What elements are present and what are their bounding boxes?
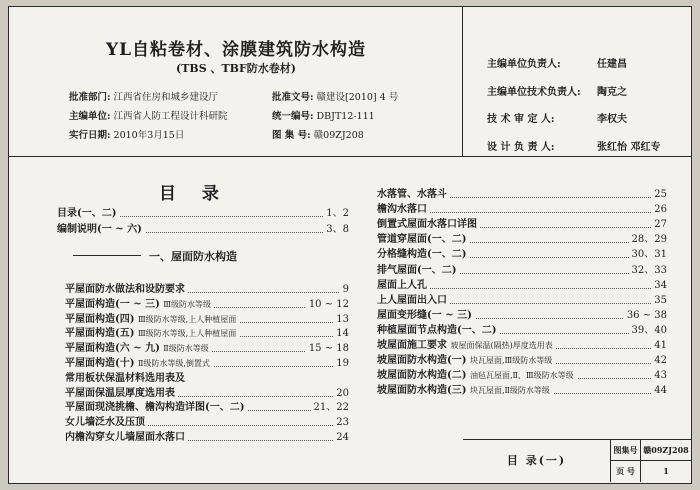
title-block xyxy=(463,439,691,483)
toc-entry[interactable] xyxy=(65,298,349,312)
toc-entry-page: 26 xyxy=(651,203,667,217)
toc-entry-title: 屋面变形缝(一 ~ 三) xyxy=(377,309,475,323)
toc-entry-note: 坡屋面保温(隔热)厚度选用表 xyxy=(450,341,553,350)
toc-entry-title: 管道穿屋面(一、二) xyxy=(377,233,469,247)
toc-entry-note: Ⅲ级防水等级,上人种植屋面 xyxy=(137,314,237,324)
toc-entry-page: 42 xyxy=(651,354,667,368)
atlas-label: 图集号 xyxy=(611,440,641,461)
toc-entry-title: 坡屋面防水构造(三) xyxy=(377,385,467,397)
toc-entry-title: 坡屋面防水构造(二) xyxy=(377,370,467,382)
toc-entry-note: 块瓦屋面,Ⅲ级防水等级 xyxy=(469,356,553,366)
atlas-value: 赣09ZJ208 xyxy=(641,440,691,461)
toc-entry-title: 平屋面构造(五) xyxy=(65,328,135,340)
toc-entry[interactable] xyxy=(65,283,349,297)
unified-number: 统一编号: DBJT12-111 xyxy=(272,111,375,122)
toc-entry[interactable] xyxy=(65,327,349,341)
toc-title: 目 录 xyxy=(159,184,229,204)
header-left xyxy=(9,7,463,157)
toc-entry-title: 平屋面构造(四) xyxy=(65,313,135,325)
atlas-subtitle: (TBS 、TBF防水卷材) xyxy=(176,62,296,75)
approval-org: 批准部门: 江西省住房和城乡建设厅 xyxy=(69,92,219,103)
toc-entry-title: 平屋面防水做法和设防要求 xyxy=(65,283,188,297)
toc-entry-page: 20 xyxy=(333,387,349,401)
toc-entry[interactable] xyxy=(377,294,667,308)
toc-entry-title: 平屋面构造(十) xyxy=(65,358,135,369)
page-value: 1 xyxy=(663,466,669,476)
toc-entry-note: Ⅲ级防水等级 xyxy=(163,299,212,309)
toc-entry-page: 14 xyxy=(333,327,349,341)
toc-entry-title: 水落管、水落斗 xyxy=(377,188,450,202)
atlas-number: 图 集 号: 赣09ZJ208 xyxy=(272,130,364,141)
toc-entry[interactable]: 编制说明(一 ~ 六) 3、8 xyxy=(57,224,349,235)
toc-entry[interactable] xyxy=(377,324,667,338)
toc-entry-page: 32、33 xyxy=(629,264,667,278)
toc-entry-note: Ⅱ级防水等级 xyxy=(163,344,209,354)
toc-entry[interactable]: 目录(一、二) 1、2 xyxy=(57,208,349,219)
toc-entry-title: 女儿墙泛水及压顶 xyxy=(65,416,148,430)
toc-entry-page: 36 ~ 38 xyxy=(624,309,667,323)
toc-entry[interactable] xyxy=(65,401,349,415)
toc-entry-page: 27 xyxy=(651,218,667,232)
effective-date: 实行日期: 2010年3月15日 xyxy=(69,130,185,141)
header-right xyxy=(463,7,691,157)
toc-entry-note: Ⅲ级防水等级,上人种植屋面 xyxy=(137,329,237,339)
toc-entry-page: 23 xyxy=(333,416,349,430)
toc-entry-title: 坡屋面防水构造(一) xyxy=(377,355,467,367)
toc-entry-page: 24 xyxy=(333,431,349,445)
toc-entry[interactable] xyxy=(65,372,349,386)
toc-entry-note: 块瓦屋面,Ⅱ级防水等级 xyxy=(469,386,550,396)
toc-entry-page: 35 xyxy=(651,294,667,308)
toc-entry-title: 内檐沟穿女儿墙屋面水落口 xyxy=(65,431,188,445)
page-label: 页 号 xyxy=(611,461,641,482)
chief-org-tech-head: 主编单位技术负责人: 陶克之 xyxy=(487,87,627,98)
toc-entry-page: 28、29 xyxy=(629,233,667,247)
toc-entry[interactable] xyxy=(377,188,667,202)
toc-entry-title: 平屋面构造(一 ~ 三) xyxy=(65,298,160,310)
toc-entry-title: 檐沟水落口 xyxy=(377,203,430,217)
toc-entry[interactable] xyxy=(65,431,349,445)
toc-entry-title: 分格缝构造(一、二) xyxy=(377,248,469,262)
toc-entry-page: 43 xyxy=(651,369,667,383)
toc-entry-page: 44 xyxy=(651,384,667,398)
tech-reviewer: 技 术 审 定 人: 李权夫 xyxy=(487,114,627,125)
chief-org-head: 主编单位负责人: 任建昌 xyxy=(487,59,627,70)
toc-entry[interactable] xyxy=(377,264,667,278)
toc-entry-page: 9 xyxy=(340,283,349,297)
toc-entry-page: 34 xyxy=(651,279,667,293)
toc-entry-page: 25 xyxy=(651,188,667,202)
chief-org: 主编单位: 江西省人防工程设计科研院 xyxy=(69,111,228,122)
toc-entry-page: 21、22 xyxy=(311,401,349,415)
toc-entry-page: 39、40 xyxy=(629,324,667,338)
section-heading: 一、屋面防水构造 xyxy=(73,248,348,262)
toc-entry[interactable] xyxy=(377,309,667,323)
toc-entry-title: 种植屋面节点构造(一、二) xyxy=(377,324,499,338)
toc-entry[interactable] xyxy=(377,218,667,232)
toc-entry[interactable] xyxy=(377,203,667,217)
toc-entry[interactable] xyxy=(65,357,349,371)
design-head: 设 计 负 责 人: 张红怡 邓红专 xyxy=(487,142,661,153)
sheet-name: 目 录(一) xyxy=(463,440,611,482)
drawing-sheet xyxy=(8,6,692,484)
toc-entry-title: 排气屋面(一、二) xyxy=(377,264,459,278)
toc-entry[interactable] xyxy=(377,339,667,353)
toc-entry-page: 19 xyxy=(333,357,349,371)
toc-entry-title: 屋面上人孔 xyxy=(377,279,430,293)
approval-doc: 批准文号: 赣建设[2010] 4 号 xyxy=(272,92,399,103)
toc-entry-page: 41 xyxy=(651,339,667,353)
toc-entry-title: 平屋面保温层厚度选用表 xyxy=(65,387,178,401)
toc-entry-page: 30、31 xyxy=(629,248,667,262)
toc-entry-page: 15 ~ 18 xyxy=(306,342,349,356)
toc-entry[interactable] xyxy=(377,279,667,293)
toc-entry[interactable] xyxy=(377,369,667,383)
toc-entry[interactable] xyxy=(377,233,667,247)
toc-entry-page: 10 ~ 12 xyxy=(306,298,349,312)
toc-entry-title: 倒置式屋面水落口详图 xyxy=(377,218,480,232)
toc-entry[interactable] xyxy=(377,384,667,398)
toc-entry[interactable] xyxy=(65,313,349,327)
toc-entry-title: 平屋面现浇挑檐、檐沟构造详图(一、二) xyxy=(65,401,247,415)
toc-entry-title: 坡屋面施工要求 xyxy=(377,340,447,351)
toc-entry[interactable] xyxy=(65,387,349,401)
toc-entry-title: 平屋面构造(六 ~ 九) xyxy=(65,343,160,355)
toc-entry-note: 油毡瓦屋面,Ⅱ、Ⅲ级防水等级 xyxy=(469,371,574,381)
toc-entry-note: Ⅱ级防水等级,倒置式 xyxy=(137,359,210,368)
toc-entry-title: 常用板状保温材料选用表及 xyxy=(65,372,188,386)
toc-entry[interactable] xyxy=(377,354,667,368)
toc-entry[interactable] xyxy=(65,416,349,430)
toc-entry-title: 上人屋面出入口 xyxy=(377,294,450,308)
toc-entry[interactable] xyxy=(377,248,667,262)
toc-entry-page: 13 xyxy=(333,313,349,327)
atlas-title: YL自粘卷材、涂膜建筑防水构造 xyxy=(105,40,367,60)
toc-entry[interactable] xyxy=(65,342,349,356)
